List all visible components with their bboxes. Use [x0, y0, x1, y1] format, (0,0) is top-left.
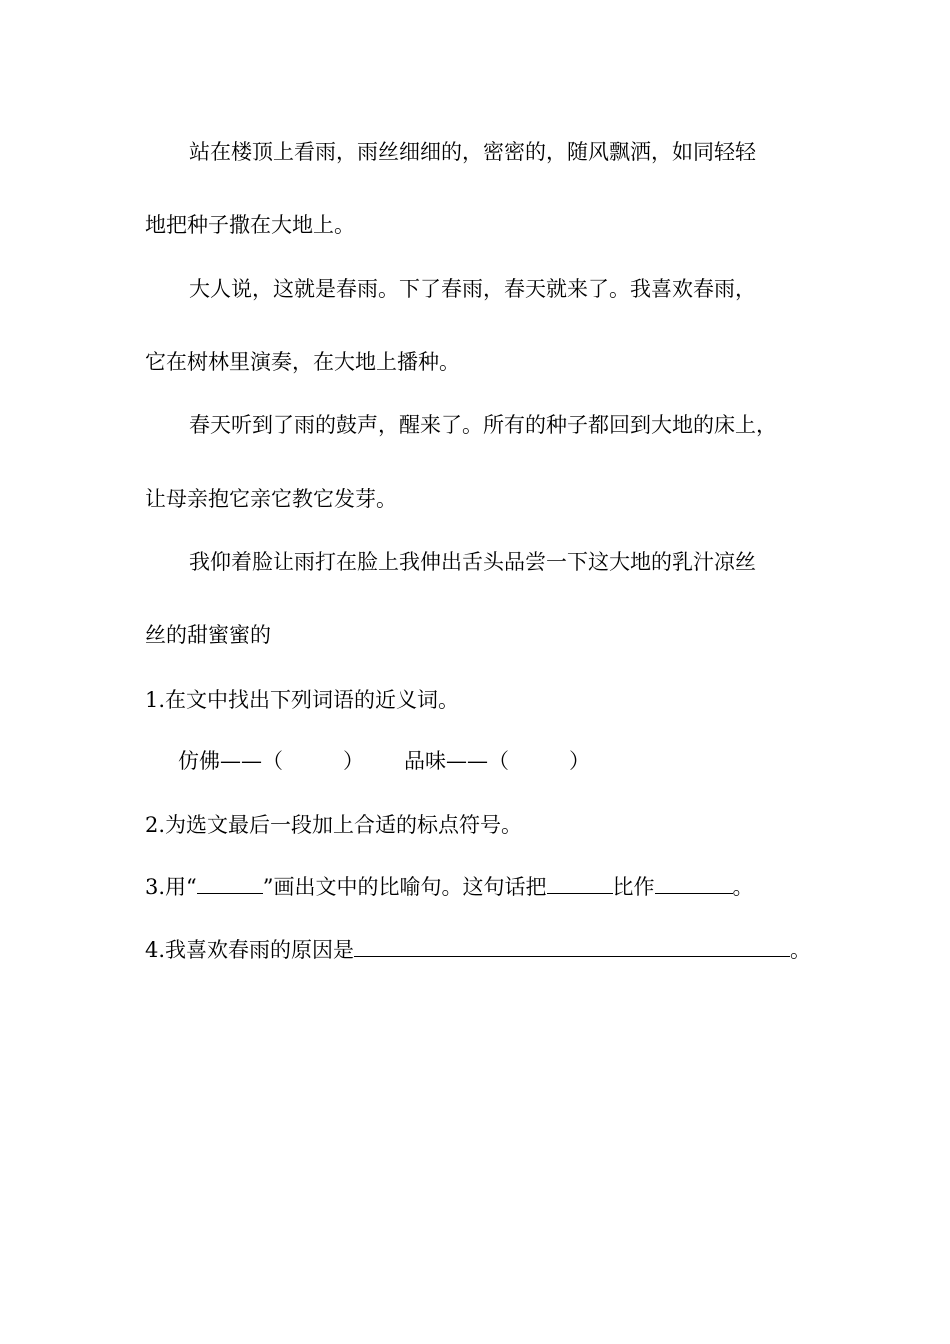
passage-p2-line2: 它在树林里演奏，在大地上播种。: [145, 350, 460, 374]
question-1-answers: [178, 746, 590, 776]
question-1: 1.在文中找出下列词语的近义词。: [145, 688, 460, 712]
passage-p3-line1: 春天听到了雨的鼓声，醒来了。所有的种子都回到大地的床上，: [189, 413, 777, 437]
passage-p4-line2: 丝的甜蜜蜜的: [145, 623, 271, 647]
passage-p3-line2: 让母亲抱它亲它教它发芽。: [145, 487, 397, 511]
q3-part2: ”画出文中的比喻句。这句话把: [262, 875, 547, 899]
q4-part1: 4.我喜欢春雨的原因是: [145, 938, 355, 962]
q3-part3: 比作: [612, 875, 655, 899]
q3-underline-sample-blank[interactable]: [197, 873, 263, 894]
q1-word1-label: 仿佛——（: [178, 749, 283, 773]
q4-part2: 。: [790, 938, 812, 962]
question-3: [145, 872, 754, 902]
passage-p1-line2: 地把种子撒在大地上。: [145, 213, 355, 237]
q1-word2-label: 品味——（: [404, 749, 509, 773]
q3-part4: 。: [732, 875, 754, 899]
q3-part1: 3.用“: [145, 875, 197, 899]
q3-subject-blank[interactable]: [547, 873, 613, 894]
q1-word2-close: ）: [569, 749, 590, 773]
question-2: 2.为选文最后一段加上合适的标点符号。: [145, 813, 523, 837]
q4-answer-blank[interactable]: [354, 936, 790, 957]
question-4: [145, 935, 811, 965]
q3-object-blank[interactable]: [655, 873, 733, 894]
passage-p2-line1: 大人说，这就是春雨。下了春雨，春天就来了。我喜欢春雨，: [189, 277, 756, 301]
q1-word1-close: ）: [343, 749, 364, 773]
passage-p4-line1: 我仰着脸让雨打在脸上我伸出舌头品尝一下这大地的乳汁凉丝: [189, 550, 756, 574]
passage-p1-line1: 站在楼顶上看雨，雨丝细细的，密密的，随风飘洒，如同轻轻: [189, 140, 756, 164]
